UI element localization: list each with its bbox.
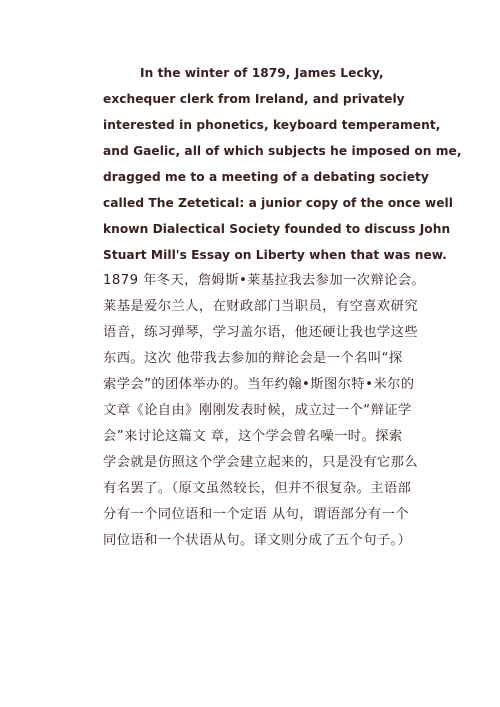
chinese-text-line: 学会就是仿照这个学会建立起来的，只是没有它那么: [103, 455, 419, 470]
english-text-line: dragged me to a meeting of a debating society: [103, 170, 429, 184]
english-text-line: known Dialectical Society founded to discuss John: [103, 222, 451, 236]
chinese-text-line: 会”来讨论这篇文 章，这个学会曾名噪一时。探索: [103, 429, 403, 444]
chinese-text-line: 东西。这次 他带我去参加的辩论会是一个名叫“探: [103, 351, 403, 366]
chinese-text-line: 文章《论自由》刚刚发表时候，成立过一个“辩证学: [103, 403, 412, 418]
english-text-line: called The Zetetical: a junior copy of the once well: [103, 196, 453, 210]
text-body: [103, 60, 462, 554]
chinese-text-line: 莱基是爱尔兰人，在财政部门当职员，有空喜欢研究: [103, 299, 419, 314]
chinese-text-line: 1879 年冬天，詹姆斯•莱基拉我去参加一次辩论会。: [103, 273, 426, 288]
chinese-text-line: 分有一个同位语和一个定语 从句，谓语部分有一个: [103, 507, 409, 522]
english-text-line: and Gaelic, all of which subjects he imposed on me,: [103, 144, 462, 158]
chinese-text-line: 同位语和一个状语从句。译文则分成了五个句子。）: [103, 533, 412, 548]
english-text-line: Stuart Mill's Essay on Liberty when that was new.: [103, 248, 447, 262]
english-text-line: exchequer clerk from Ireland, and privately: [103, 92, 405, 106]
chinese-text-line: 有名罢了。（原文虽然较长，但并不很复杂。主语部: [103, 481, 412, 496]
english-text-line: In the winter of 1879, James Lecky,: [140, 66, 384, 80]
chinese-text-line: 语音，练习弹琴，学习盖尔语，他还硬让我也学这些: [103, 325, 419, 340]
chinese-text-line: 索学会”的团体举办的。当年约翰•斯图尔特•米尔的: [103, 377, 415, 392]
english-text-line: interested in phonetics, keyboard temperament,: [103, 118, 441, 132]
